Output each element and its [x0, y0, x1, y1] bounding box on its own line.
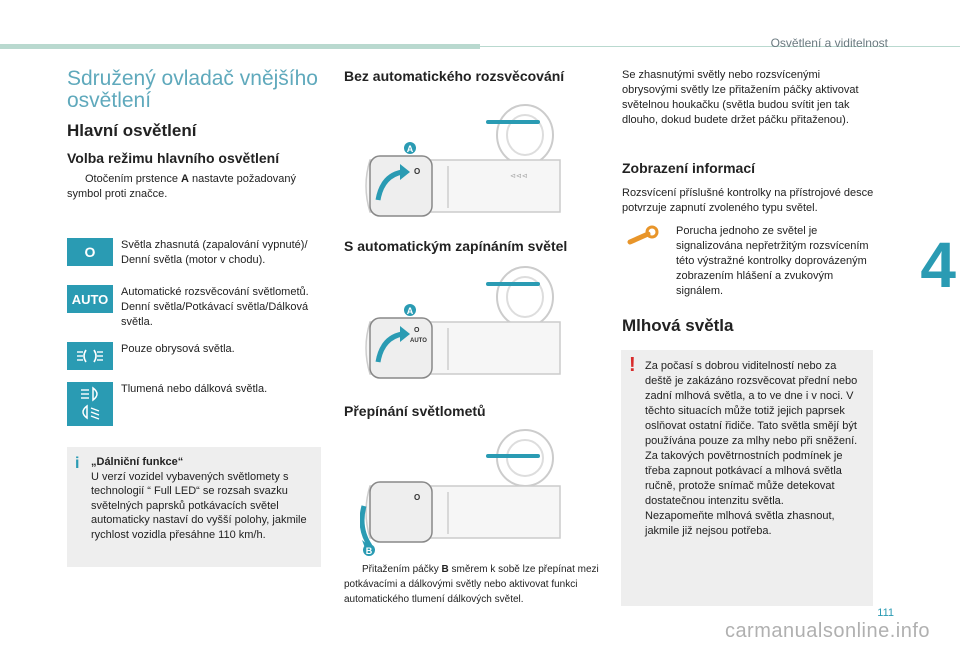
- instruction-bullet: Otočením prstence A nastavte požadovaný symbol proti značce.: [67, 173, 296, 200]
- mode-row-sidelights: [67, 342, 327, 370]
- svg-text:O: O: [414, 327, 420, 334]
- heading-beam-switch: Přepínání světlometů: [344, 403, 486, 419]
- mode-text: Pouze obrysová světla.: [121, 343, 235, 355]
- svg-text:O: O: [414, 167, 421, 176]
- heading-fog-lights: Mlhová světla: [622, 316, 734, 335]
- mode-row-off: [67, 238, 327, 268]
- stalk-illustration-no-auto: [360, 100, 570, 220]
- mode-row-auto: [67, 285, 327, 330]
- info-display-text: Rozsvícení příslušné kontrolky na přístrojové desce potvrzuje zapnutí zvoleného typu světel.: [622, 187, 874, 214]
- svg-text:⊲⊲⊲: ⊲⊲⊲: [510, 173, 528, 180]
- watermark: carmanualsonline.info: [724, 620, 930, 642]
- svg-text:A: A: [406, 144, 414, 154]
- svg-text:AUTO: AUTO: [410, 338, 427, 344]
- svg-text:B: B: [365, 546, 373, 556]
- mode-row-beams: [67, 382, 327, 426]
- dipped-main-beam-icon: [67, 382, 113, 426]
- fault-warning-text: Porucha jednoho ze světel je signalizována nepřetržitým rozsvícením této výstražné kontrolky doprovázeným zobrazením hlášení a zvukovým signálem.: [676, 225, 869, 297]
- beam-switch-caption: Přitažením páčky B směrem k sobě lze přepínat mezi potkávacími a dálkovými světly nebo aktivovat funkci automatického tlumení dálkových světel.: [344, 564, 599, 605]
- highway-function-note: [67, 447, 321, 567]
- off-symbol-icon: O: [67, 238, 113, 266]
- exclamation-icon: !: [629, 354, 636, 376]
- heading-info-display: Zobrazení informací: [622, 160, 756, 176]
- chapter-title: Osvětlení a viditelnost: [770, 36, 888, 50]
- stalk-illustration-auto: [360, 262, 570, 382]
- mode-text: Automatické rozsvěcování světlometů. Denní světla/Potkávací světla/Dálková světla.: [121, 286, 309, 328]
- sidelights-icon: [67, 342, 113, 370]
- stalk-illustration-switch: [360, 428, 570, 560]
- header-rule: [0, 44, 480, 49]
- auto-symbol-icon: AUTO: [67, 285, 113, 313]
- info-icon: i: [75, 455, 80, 472]
- chapter-number: 4: [920, 229, 956, 301]
- section-title: Sdružený ovladač vnějšího osvětlení: [67, 67, 318, 112]
- mode-heading: Volba režimu hlavního osvětlení: [67, 150, 280, 166]
- fog-lights-warning-box: [621, 350, 873, 606]
- fog-text-1: Za počasí s dobrou viditelností nebo za deště je zakázáno rozsvěcovat přední nebo zadní mlhová světla, a to ve dne i v noci. V těchto situacích může totiž jejich paprsek oslňovat ostatní řidiče. Tato světla smějí být používána pouze za mlhy nebo při sněžení.: [645, 360, 858, 447]
- fog-text-3: Nezapomeňte mlhová světla zhasnout, jakmile již nejsou potřeba.: [645, 510, 835, 537]
- page-number: 111: [877, 607, 894, 619]
- heading-without-auto: Bez automatického rozsvěcování: [344, 68, 565, 84]
- note-title: „Dálniční funkce“: [91, 456, 184, 468]
- heading-with-auto: S automatickým zapínáním světel: [344, 238, 568, 254]
- fault-warning-row: [622, 224, 877, 299]
- svg-text:A: A: [406, 306, 414, 316]
- svg-text:O: O: [414, 493, 421, 502]
- wrench-warning-icon: [622, 224, 668, 250]
- header-rule-thin: [480, 46, 960, 47]
- mode-text: Světla zhasnutá (zapalování vypnuté)/ Denní světla (motor v chodu).: [121, 239, 308, 266]
- main-heading: Hlavní osvětlení: [67, 121, 197, 140]
- note-text: U verzí vozidel vybavených světlomety s technologií “ Full LED“ se rozsah svazku světelných paprsků potkávacích světel automaticky nastaví do vyšší polohy, jakmile rychlost vozidla přesáhne 110 km/h.: [91, 470, 307, 541]
- headlight-flash-text: Se zhasnutými světly nebo rozsvícenými obrysovými světly lze přitažením páčky aktivovat světelnou houkačku (světla budou svítit jen tak dlouho, dokud budete držet páčku přitaženou).: [622, 69, 859, 126]
- fog-text-2: Za takových povětrnostních podmínek je třeba zapnout potkávací a mlhová světla ručně, protože snímač může detekovat dostatečnou intenzitu světla.: [645, 450, 843, 507]
- mode-text: Tlumená nebo dálková světla.: [121, 383, 268, 395]
